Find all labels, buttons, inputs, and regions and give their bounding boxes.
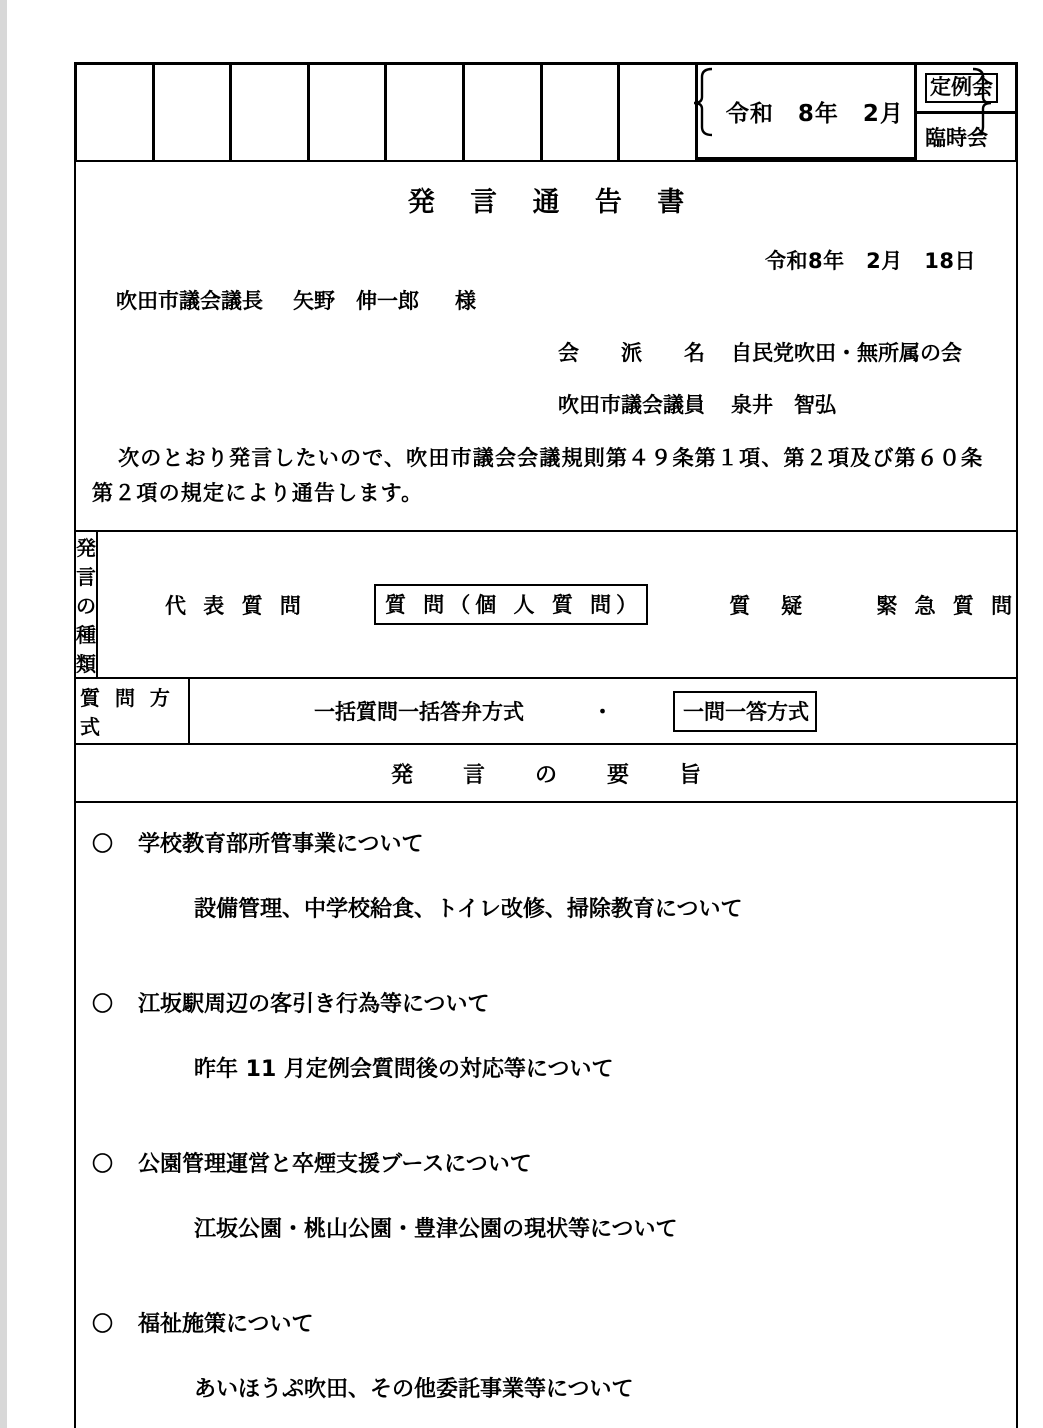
list-item xyxy=(76,1147,1016,1243)
topic-title: 公園管理運営と卒煙支援ブースについて xyxy=(138,1152,532,1178)
left-edge-strip xyxy=(0,0,7,1428)
speech-kind-option-daihyou[interactable]: 代 表 質 問 xyxy=(165,593,306,618)
topic-subtitle: 江坂公園・桃山公園・豊津公園の現状等について xyxy=(194,1217,678,1243)
session-block xyxy=(698,65,1015,160)
addressee xyxy=(76,285,1016,315)
summary-header: 発 言 の 要 旨 xyxy=(76,743,1016,801)
question-method-separator: ・ xyxy=(592,700,613,725)
topic-subtitle: あいほうぷ吹田、その他委託事業等について xyxy=(194,1377,634,1403)
topic-subtitle: 昨年 11 月定例会質問後の対応等について xyxy=(194,1057,614,1083)
summary-body xyxy=(76,801,1016,1428)
question-method-label: 質 問 方 式 xyxy=(76,679,190,743)
topic-title-line xyxy=(76,1147,1016,1178)
speech-kind-row xyxy=(76,530,1016,677)
speech-kind-label: 発言の種類 xyxy=(76,532,98,677)
session-kind-options xyxy=(917,65,1015,160)
stamp-cell[interactable] xyxy=(232,65,310,160)
topic-title: 福祉施策について xyxy=(138,1312,314,1338)
session-kind-teireikai[interactable] xyxy=(917,65,1015,114)
stamp-cell[interactable] xyxy=(77,65,155,160)
speech-kind-options xyxy=(98,532,1017,677)
topic-title-line xyxy=(76,987,1016,1018)
topic-title-line xyxy=(76,827,1016,858)
stamp-grid xyxy=(74,62,1018,160)
stamp-cell[interactable] xyxy=(387,65,465,160)
addressee-name: 矢野 伸一郎 xyxy=(293,289,419,313)
page-title: 発 言 通 告 書 xyxy=(407,187,698,218)
session-kind-rinjikai-label: 臨時会 xyxy=(925,126,988,150)
document-table xyxy=(74,160,1018,1428)
circle-marker-icon: 〇 xyxy=(92,1312,113,1337)
faction-label: 会 派 名 xyxy=(558,341,705,365)
circle-marker-icon: 〇 xyxy=(92,1152,113,1177)
topic-title: 江坂駅周辺の客引き行為等について xyxy=(138,992,490,1018)
member-label: 吹田市議会議員 xyxy=(558,393,705,417)
circle-marker-icon: 〇 xyxy=(92,832,113,857)
stamp-cell[interactable] xyxy=(620,65,698,160)
session-date-text: 令和 8年 2月 xyxy=(725,100,904,127)
title-block xyxy=(76,162,1016,530)
speech-kind-option-shitsumon-kojin[interactable]: 質 問（個 人 質 問） xyxy=(374,584,648,625)
speech-kind-option-kinkyu[interactable]: 緊 急 質 問 xyxy=(876,593,1018,618)
list-item xyxy=(76,827,1016,923)
stamp-cell[interactable] xyxy=(543,65,621,160)
session-kind-teireikai-label: 定例会 xyxy=(925,73,998,102)
member-line xyxy=(76,389,1016,419)
stamp-cell[interactable] xyxy=(465,65,543,160)
stamp-cell[interactable] xyxy=(310,65,388,160)
question-method-option-ichimon-ittou[interactable]: 一問一答方式 xyxy=(673,691,817,732)
topic-title-line xyxy=(76,1307,1016,1338)
session-date xyxy=(698,65,917,160)
topic-title: 学校教育部所管事業について xyxy=(138,832,424,858)
addressee-role: 吹田市議会議長 xyxy=(116,289,263,313)
stamp-cell[interactable] xyxy=(155,65,233,160)
list-item xyxy=(76,1307,1016,1403)
document-date: 令和8年 2月 18日 xyxy=(765,249,976,273)
session-kind-rinjikai[interactable] xyxy=(917,114,1015,160)
regulation-line-2: 第２項の規定により通告します。 xyxy=(92,480,424,505)
question-method-option-ikkatsu[interactable]: 一括質問一括答弁方式 xyxy=(314,700,524,725)
speech-kind-option-shitsugi[interactable]: 質 疑 xyxy=(729,593,808,618)
circle-marker-icon: 〇 xyxy=(92,992,113,1017)
addressee-honorific: 様 xyxy=(455,289,476,313)
topic-subtitle: 設備管理、中学校給食、トイレ改修、掃除教育について xyxy=(194,897,743,923)
faction-line xyxy=(76,337,1016,367)
list-item xyxy=(76,987,1016,1083)
regulation-line-1: 次のとおり発言したいので、吹田市議会会議規則第４９条第１項、第２項及び第６０条 xyxy=(118,446,984,470)
regulation-text xyxy=(76,419,1016,522)
member-value: 泉井 智弘 xyxy=(731,393,836,417)
question-method-row xyxy=(76,677,1016,743)
faction-value: 自民党吹田・無所属の会 xyxy=(731,341,962,365)
question-method-options xyxy=(190,679,1016,743)
